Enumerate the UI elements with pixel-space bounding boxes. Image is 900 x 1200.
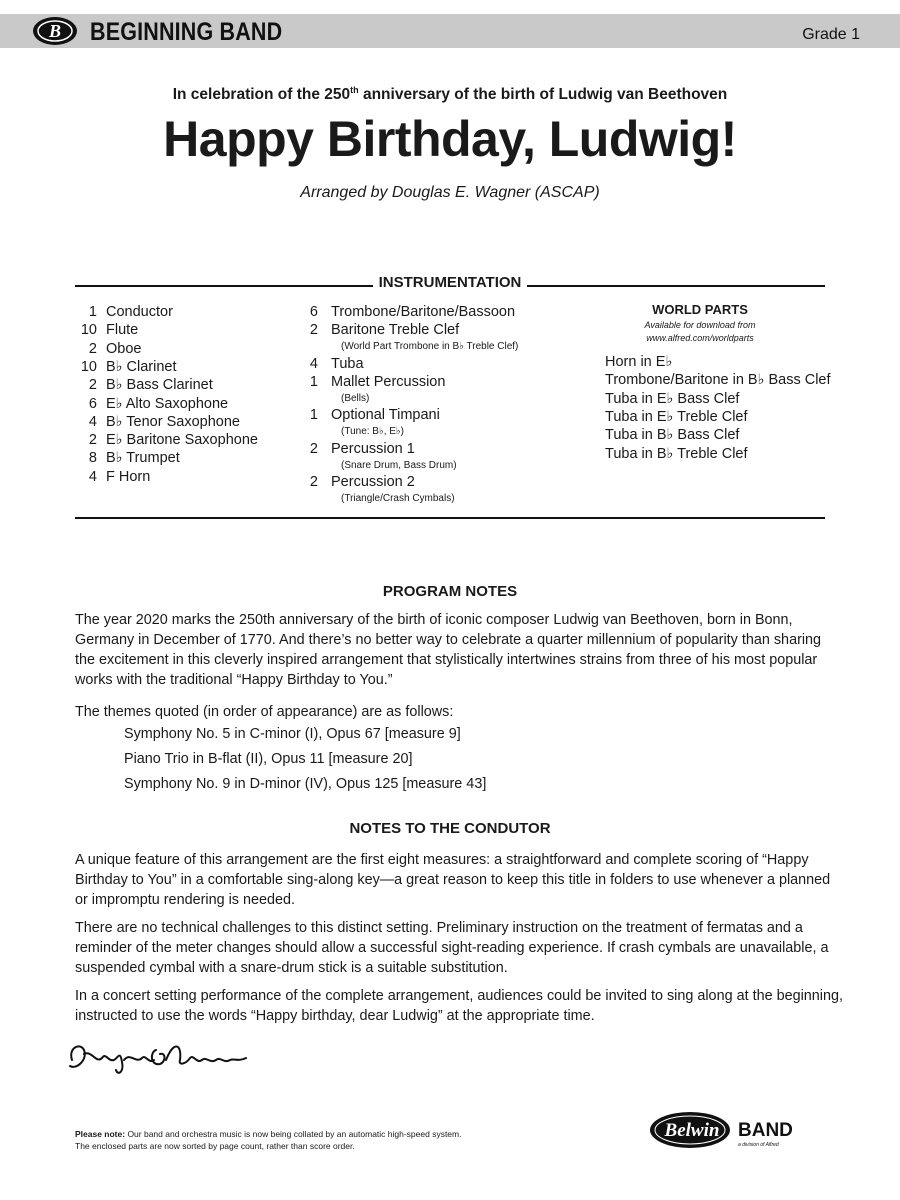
instrument-name: Flute: [106, 322, 139, 339]
instrument-qty: 2: [88, 377, 97, 394]
program-notes-paragraph-2: The themes quoted (in order of appearance) are as follows:: [75, 704, 454, 720]
instrument-note: (Triangle/Crash Cymbals): [341, 493, 455, 504]
collation-footnote: [75, 1128, 461, 1152]
instrument-qty: 10: [80, 322, 97, 339]
instrument-name: B♭ Tenor Saxophone: [106, 413, 240, 430]
instrument-qty: 2: [88, 432, 97, 449]
world-part-item: Tuba in B♭ Treble Clef: [605, 445, 748, 462]
footnote-label: Please note:: [75, 1129, 126, 1139]
conductor-notes-paragraph-2: There are no technical challenges to this distinct setting. Preliminary instruction on the treatment of fermatas and a reminder of the meter changes should allow a successful sight-reading experience. If crash cymbals are unavailable, a suspended cymbal with a snare-drum stick is a suitable substitution.: [75, 920, 829, 976]
instrument-name: Baritone Treble Clef: [331, 322, 460, 338]
grade-label: Grade 1: [802, 26, 860, 43]
instrument-qty: 1: [309, 407, 318, 423]
instrument-name: E♭ Alto Saxophone: [106, 395, 229, 412]
conductor-notes-heading: NOTES TO THE CONDUTOR: [349, 820, 551, 837]
instrument-name: Tuba: [331, 356, 364, 372]
belwin-logo-text: Belwin: [664, 1120, 720, 1141]
theme-item: Symphony No. 9 in D-minor (IV), Opus 125 [measure 43]: [124, 776, 487, 792]
instrument-qty: 6: [309, 304, 318, 320]
instrument-name: Oboe: [106, 340, 142, 357]
instrument-qty: 8: [88, 450, 97, 467]
footnote-line-1: Our band and orchestra music is now being collated by an automatic high-speed system.: [125, 1129, 462, 1139]
instrument-name: B♭ Clarinet: [106, 358, 177, 375]
instrument-name: Percussion 2: [331, 474, 415, 490]
instrument-note: (World Part Trombone in B♭ Treble Clef): [341, 341, 519, 352]
instrument-qty: 4: [309, 356, 318, 372]
world-parts-note-1: Available for download from: [644, 320, 756, 330]
instrument-qty: 6: [88, 395, 97, 412]
instrument-qty: 1: [309, 374, 318, 390]
celebration-before: In celebration of the 250: [172, 86, 351, 104]
world-part-item: Tuba in E♭ Bass Clef: [605, 390, 740, 407]
band-b-logo-icon: [32, 16, 78, 46]
instrument-name: Mallet Percussion: [331, 374, 446, 390]
instrument-name: Percussion 1: [331, 441, 415, 457]
instrument-qty: 2: [88, 340, 97, 357]
instrument-qty: 2: [309, 441, 318, 457]
instrument-qty: 2: [309, 322, 318, 338]
instrument-name: B♭ Bass Clarinet: [106, 377, 213, 394]
world-part-item: Horn in E♭: [605, 354, 673, 370]
world-part-item: Trombone/Baritone in B♭ Bass Clef: [605, 372, 831, 389]
instrumentation-heading: [0, 274, 900, 291]
instrument-note: (Tune: B♭, E♭): [341, 426, 404, 437]
program-notes-paragraph-1: The year 2020 marks the 250th anniversary of the birth of iconic composer Ludwig van Beethoven, born in Bonn, Germany in December of 1770. And there’s no better way to celebrate a quarter millennium of popularity than sharing the excitement in this cleverly inspired arrangement that stylistically intertwines strains from three of his most popular works with the traditional “Happy Birthday to You.”: [75, 612, 822, 688]
world-part-item: Tuba in E♭ Treble Clef: [605, 408, 748, 425]
page-title: Happy Birthday, Ludwig!: [163, 111, 737, 167]
theme-item: Piano Trio in B-flat (II), Opus 11 [measure 20]: [124, 751, 413, 767]
instrument-name: Optional Timpani: [331, 407, 440, 423]
instrument-name: E♭ Baritone Saxophone: [106, 432, 258, 449]
svg-text:B: B: [48, 21, 62, 41]
instrument-note: (Bells): [341, 393, 370, 404]
conductor-notes-paragraph-3: In a concert setting performance of the complete arrangement, audiences could be invited to sing along at the beginning, instructed to use the words “Happy birthday, dear Ludwig” at the appropriate time.: [75, 988, 843, 1024]
instrumentation-bottom-rule: [75, 517, 825, 519]
world-part-item: Tuba in B♭ Bass Clef: [605, 427, 740, 444]
belwin-band-logo: [648, 1110, 828, 1150]
instrument-name: F Horn: [106, 468, 151, 485]
arranger-signature: [62, 1030, 262, 1080]
instrument-name: Conductor: [106, 304, 173, 320]
instrument-note: (Snare Drum, Bass Drum): [341, 460, 457, 471]
celebration-sup: th: [350, 85, 359, 95]
instrument-name: Trombone/Baritone/Bassoon: [331, 304, 516, 320]
instrument-qty: 1: [88, 304, 97, 320]
instrument-qty: 4: [88, 468, 97, 485]
series-title: BEGINNING BAND: [90, 18, 283, 46]
footnote-line-2: The enclosed parts are now sorted by page count, rather than score order.: [75, 1141, 355, 1151]
celebration-after: anniversary of the birth of Ludwig van Beethoven: [358, 86, 728, 104]
celebration-line: [0, 85, 900, 104]
world-parts-heading: WORLD PARTS: [652, 302, 748, 317]
instrument-qty: 10: [80, 358, 97, 375]
belwin-sub-text: a division of Alfred: [738, 1142, 779, 1148]
instrumentation-heading-text: INSTRUMENTATION: [373, 274, 528, 291]
conductor-notes-paragraph-1: A unique feature of this arrangement are the first eight measures: a straightforward and complete scoring of “Happy Birthday to You” in a comfortable sing-along key—a great reason to keep this title in folders to use whenever a planned or impromptu rendering is needed.: [75, 852, 831, 908]
instrument-name: B♭ Trumpet: [106, 450, 180, 467]
theme-item: Symphony No. 5 in C-minor (I), Opus 67 [measure 9]: [124, 726, 461, 742]
world-parts-note-2: www.alfred.com/worldparts: [646, 333, 754, 343]
instrument-qty: 4: [88, 413, 97, 430]
program-notes-heading: PROGRAM NOTES: [382, 583, 518, 600]
belwin-band-text: BAND: [738, 1120, 793, 1141]
arranger-credit: Arranged by Douglas E. Wagner (ASCAP): [300, 184, 600, 201]
instrument-qty: 2: [309, 474, 318, 490]
